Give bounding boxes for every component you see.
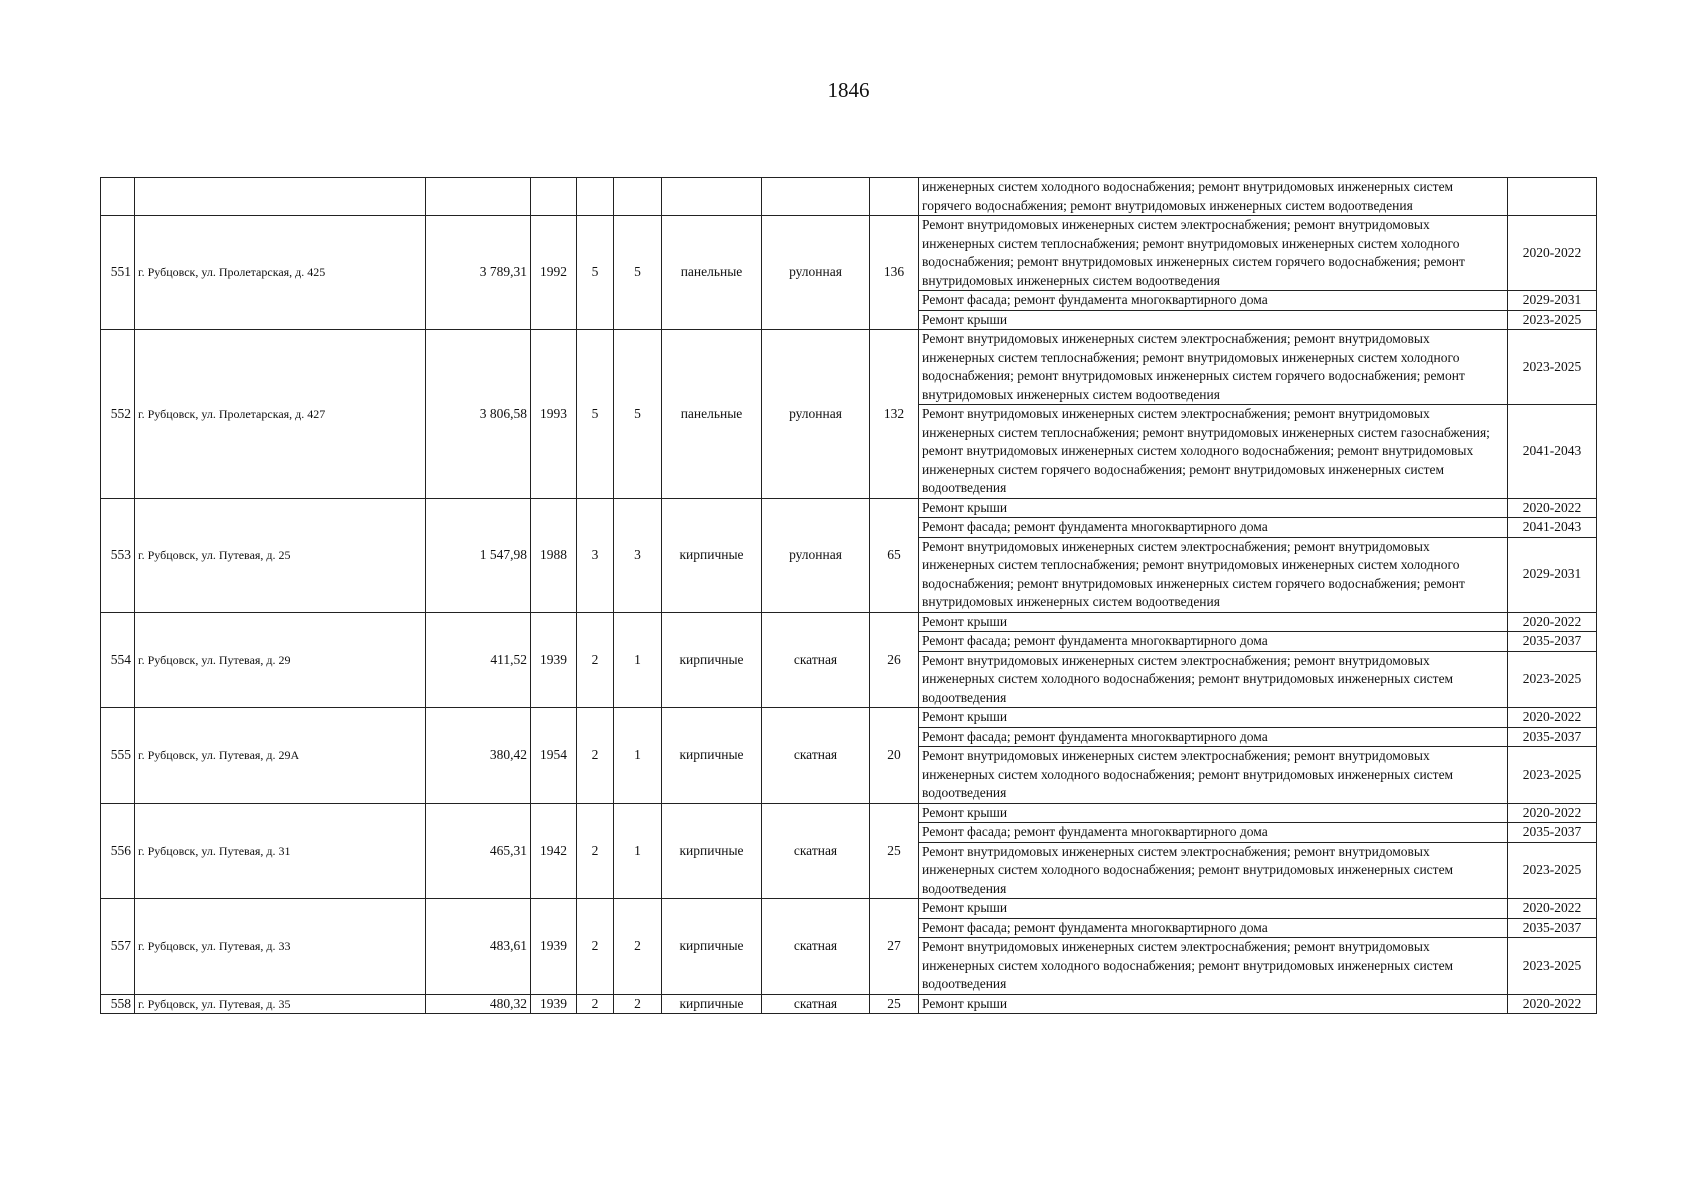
floors-cell: 3 bbox=[577, 498, 614, 612]
capital-repair-table bbox=[100, 177, 1597, 1014]
house-row bbox=[101, 899, 1597, 919]
year-cell: 1939 bbox=[531, 994, 577, 1014]
walls-cell: кирпичные bbox=[662, 612, 762, 708]
address-cell: г. Рубцовск, ул. Путевая, д. 35 bbox=[135, 994, 426, 1014]
address-cell: г. Рубцовск, ул. Пролетарская, д. 427 bbox=[135, 330, 426, 499]
roof-cell: скатная bbox=[762, 803, 870, 899]
house-row bbox=[101, 803, 1597, 823]
floors-cell: 5 bbox=[577, 216, 614, 330]
num-cell: 555 bbox=[101, 708, 135, 804]
walls-cell: кирпичные bbox=[662, 498, 762, 612]
entrances-cell: 3 bbox=[614, 498, 662, 612]
address-cell: г. Рубцовск, ул. Путевая, д. 29 bbox=[135, 612, 426, 708]
year-cell: 1992 bbox=[531, 216, 577, 330]
address-cell: г. Рубцовск, ул. Путевая, д. 29А bbox=[135, 708, 426, 804]
walls-cell: кирпичные bbox=[662, 899, 762, 995]
roof-cell: рулонная bbox=[762, 330, 870, 499]
period-cell: 2020-2022 bbox=[1508, 803, 1597, 823]
roof-cell: рулонная bbox=[762, 216, 870, 330]
period-cell: 2035-2037 bbox=[1508, 918, 1597, 938]
address-cell: г. Рубцовск, ул. Путевая, д. 25 bbox=[135, 498, 426, 612]
address-cell: г. Рубцовск, ул. Путевая, д. 33 bbox=[135, 899, 426, 995]
house-row bbox=[101, 708, 1597, 728]
work-cell: Ремонт фасада; ремонт фундамента многоквартирного дома bbox=[919, 823, 1508, 843]
roof-cell: рулонная bbox=[762, 498, 870, 612]
work-cell: Ремонт внутридомовых инженерных систем электроснабжения; ремонт внутридомовых инженерных систем теплоснабжения; ремонт внутридомовых инженерных систем холодного водоснабжения; ремонт внутридомовых инженерных систем горячего водоснабжения; ремонт внутридомовых инженерных систем водоотведения bbox=[919, 330, 1508, 405]
work-cell: Ремонт фасада; ремонт фундамента многоквартирного дома bbox=[919, 918, 1508, 938]
num-cell: 558 bbox=[101, 994, 135, 1014]
entrances-cell: 1 bbox=[614, 803, 662, 899]
floors-cell bbox=[577, 178, 614, 216]
area-cell: 483,61 bbox=[426, 899, 531, 995]
entrances-cell: 2 bbox=[614, 899, 662, 995]
residents-cell: 132 bbox=[870, 330, 919, 499]
floors-cell: 2 bbox=[577, 899, 614, 995]
house-row bbox=[101, 994, 1597, 1014]
work-cell: Ремонт фасада; ремонт фундамента многоквартирного дома bbox=[919, 291, 1508, 311]
work-cell: Ремонт крыши bbox=[919, 708, 1508, 728]
year-cell: 1988 bbox=[531, 498, 577, 612]
work-cell: Ремонт внутридомовых инженерных систем электроснабжения; ремонт внутридомовых инженерных систем холодного водоснабжения; ремонт внутридомовых инженерных систем водоотведения bbox=[919, 651, 1508, 708]
period-cell: 2020-2022 bbox=[1508, 994, 1597, 1014]
period-cell: 2023-2025 bbox=[1508, 310, 1597, 330]
work-cell: Ремонт фасада; ремонт фундамента многоквартирного дома bbox=[919, 632, 1508, 652]
year-cell: 1993 bbox=[531, 330, 577, 499]
roof-cell: скатная bbox=[762, 899, 870, 995]
area-cell: 1 547,98 bbox=[426, 498, 531, 612]
work-cell: Ремонт крыши bbox=[919, 498, 1508, 518]
area-cell: 3 806,58 bbox=[426, 330, 531, 499]
entrances-cell: 1 bbox=[614, 612, 662, 708]
work-cell: Ремонт внутридомовых инженерных систем электроснабжения; ремонт внутридомовых инженерных систем теплоснабжения; ремонт внутридомовых инженерных систем газоснабжения; ремонт внутридомовых инженерных систем холодного водоснабжения; ремонт внутридомовых инженерных систем горячего водоснабжения; ремонт внутридомовых инженерных систем водоотведения bbox=[919, 405, 1508, 499]
period-cell: 2023-2025 bbox=[1508, 651, 1597, 708]
period-cell: 2029-2031 bbox=[1508, 537, 1597, 612]
walls-cell: панельные bbox=[662, 216, 762, 330]
roof-cell bbox=[762, 178, 870, 216]
residents-cell: 65 bbox=[870, 498, 919, 612]
floors-cell: 5 bbox=[577, 330, 614, 499]
period-cell: 2035-2037 bbox=[1508, 727, 1597, 747]
period-cell: 2023-2025 bbox=[1508, 330, 1597, 405]
period-cell: 2041-2043 bbox=[1508, 518, 1597, 538]
num-cell: 553 bbox=[101, 498, 135, 612]
area-cell: 3 789,31 bbox=[426, 216, 531, 330]
entrances-cell: 5 bbox=[614, 330, 662, 499]
num-cell bbox=[101, 178, 135, 216]
house-row bbox=[101, 612, 1597, 632]
floors-cell: 2 bbox=[577, 994, 614, 1014]
area-cell: 480,32 bbox=[426, 994, 531, 1014]
page-number: 1846 bbox=[827, 78, 870, 102]
house-row bbox=[101, 498, 1597, 518]
work-cell: Ремонт внутридомовых инженерных систем электроснабжения; ремонт внутридомовых инженерных систем теплоснабжения; ремонт внутридомовых инженерных систем холодного водоснабжения; ремонт внутридомовых инженерных систем горячего водоснабжения; ремонт внутридомовых инженерных систем водоотведения bbox=[919, 216, 1508, 291]
work-cell: Ремонт крыши bbox=[919, 994, 1508, 1014]
roof-cell: скатная bbox=[762, 994, 870, 1014]
work-cell: Ремонт фасада; ремонт фундамента многоквартирного дома bbox=[919, 727, 1508, 747]
work-cell: Ремонт крыши bbox=[919, 899, 1508, 919]
work-cell: Ремонт крыши bbox=[919, 612, 1508, 632]
work-cell: Ремонт фасада; ремонт фундамента многоквартирного дома bbox=[919, 518, 1508, 538]
residents-cell: 27 bbox=[870, 899, 919, 995]
continuation-row bbox=[101, 178, 1597, 216]
period-cell: 2035-2037 bbox=[1508, 823, 1597, 843]
area-cell bbox=[426, 178, 531, 216]
period-cell: 2020-2022 bbox=[1508, 708, 1597, 728]
residents-cell: 25 bbox=[870, 803, 919, 899]
period-cell bbox=[1508, 178, 1597, 216]
num-cell: 552 bbox=[101, 330, 135, 499]
period-cell: 2029-2031 bbox=[1508, 291, 1597, 311]
num-cell: 557 bbox=[101, 899, 135, 995]
walls-cell: панельные bbox=[662, 330, 762, 499]
address-cell: г. Рубцовск, ул. Путевая, д. 31 bbox=[135, 803, 426, 899]
period-cell: 2023-2025 bbox=[1508, 747, 1597, 804]
period-cell: 2020-2022 bbox=[1508, 216, 1597, 291]
residents-cell: 20 bbox=[870, 708, 919, 804]
num-cell: 554 bbox=[101, 612, 135, 708]
entrances-cell: 5 bbox=[614, 216, 662, 330]
work-cell: Ремонт внутридомовых инженерных систем электроснабжения; ремонт внутридомовых инженерных систем холодного водоснабжения; ремонт внутридомовых инженерных систем водоотведения bbox=[919, 747, 1508, 804]
floors-cell: 2 bbox=[577, 708, 614, 804]
work-cell: Ремонт внутридомовых инженерных систем электроснабжения; ремонт внутридомовых инженерных систем холодного водоснабжения; ремонт внутридомовых инженерных систем водоотведения bbox=[919, 842, 1508, 899]
work-cell: Ремонт крыши bbox=[919, 310, 1508, 330]
area-cell: 465,31 bbox=[426, 803, 531, 899]
entrances-cell: 1 bbox=[614, 708, 662, 804]
year-cell bbox=[531, 178, 577, 216]
area-cell: 411,52 bbox=[426, 612, 531, 708]
year-cell: 1939 bbox=[531, 612, 577, 708]
roof-cell: скатная bbox=[762, 612, 870, 708]
area-cell: 380,42 bbox=[426, 708, 531, 804]
walls-cell bbox=[662, 178, 762, 216]
address-cell bbox=[135, 178, 426, 216]
residents-cell: 136 bbox=[870, 216, 919, 330]
num-cell: 551 bbox=[101, 216, 135, 330]
entrances-cell: 2 bbox=[614, 994, 662, 1014]
period-cell: 2023-2025 bbox=[1508, 842, 1597, 899]
floors-cell: 2 bbox=[577, 612, 614, 708]
floors-cell: 2 bbox=[577, 803, 614, 899]
house-row bbox=[101, 216, 1597, 291]
year-cell: 1942 bbox=[531, 803, 577, 899]
period-cell: 2041-2043 bbox=[1508, 405, 1597, 499]
period-cell: 2035-2037 bbox=[1508, 632, 1597, 652]
house-row bbox=[101, 330, 1597, 405]
table-body bbox=[101, 178, 1597, 1014]
walls-cell: кирпичные bbox=[662, 803, 762, 899]
walls-cell: кирпичные bbox=[662, 708, 762, 804]
residents-cell: 25 bbox=[870, 994, 919, 1014]
year-cell: 1954 bbox=[531, 708, 577, 804]
period-cell: 2020-2022 bbox=[1508, 612, 1597, 632]
walls-cell: кирпичные bbox=[662, 994, 762, 1014]
period-cell: 2020-2022 bbox=[1508, 498, 1597, 518]
entrances-cell bbox=[614, 178, 662, 216]
work-cell: инженерных систем холодного водоснабжения; ремонт внутридомовых инженерных систем горячего водоснабжения; ремонт внутридомовых инженерных систем водоотведения bbox=[919, 178, 1508, 216]
residents-cell bbox=[870, 178, 919, 216]
work-cell: Ремонт внутридомовых инженерных систем электроснабжения; ремонт внутридомовых инженерных систем теплоснабжения; ремонт внутридомовых инженерных систем холодного водоснабжения; ремонт внутридомовых инженерных систем горячего водоснабжения; ремонт внутридомовых инженерных систем водоотведения bbox=[919, 537, 1508, 612]
period-cell: 2020-2022 bbox=[1508, 899, 1597, 919]
residents-cell: 26 bbox=[870, 612, 919, 708]
work-cell: Ремонт крыши bbox=[919, 803, 1508, 823]
address-cell: г. Рубцовск, ул. Пролетарская, д. 425 bbox=[135, 216, 426, 330]
year-cell: 1939 bbox=[531, 899, 577, 995]
work-cell: Ремонт внутридомовых инженерных систем электроснабжения; ремонт внутридомовых инженерных систем холодного водоснабжения; ремонт внутридомовых инженерных систем водоотведения bbox=[919, 938, 1508, 995]
num-cell: 556 bbox=[101, 803, 135, 899]
period-cell: 2023-2025 bbox=[1508, 938, 1597, 995]
roof-cell: скатная bbox=[762, 708, 870, 804]
